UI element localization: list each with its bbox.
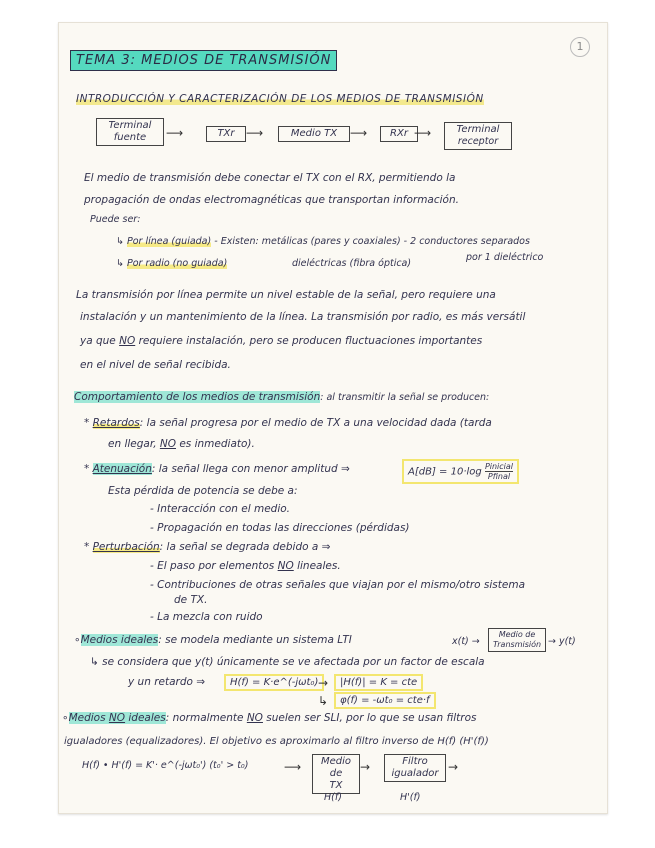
noideales-label-c: ideales bbox=[125, 712, 166, 724]
ideales-text: : se modela mediante un sistema LTI bbox=[158, 634, 352, 646]
arrow-icon: → bbox=[318, 676, 329, 690]
box1-label: H(f) bbox=[324, 792, 342, 803]
perturbacion-label: Perturbación bbox=[92, 541, 160, 553]
phase-box: φ(f) = -ωt₀ = cte·f bbox=[334, 692, 436, 709]
para2-line-1: La transmisión por línea permite un nivel estable de la señal, pero requiere una bbox=[76, 289, 496, 301]
retardos-text: : la señal progresa por el medio de TX a una velocidad dada (tarda bbox=[139, 417, 492, 429]
page-title: TEMA 3: MEDIOS DE TRANSMISIÓN bbox=[70, 50, 337, 71]
pert-b1c: lineales. bbox=[293, 560, 341, 572]
intro-line-3: Puede ser: bbox=[90, 214, 141, 225]
arrow-icon: ⟶ bbox=[246, 126, 264, 140]
ideales-line-1: ∘Medios ideales: se modela mediante un sistema LTI bbox=[74, 634, 352, 646]
pert-no: NO bbox=[277, 560, 294, 572]
item-linea-label: Por línea (guiada) bbox=[126, 236, 212, 247]
attenuation-formula: A[dB] = 10·log bbox=[408, 466, 482, 478]
arrow-icon: ⟶ bbox=[284, 760, 302, 774]
para2-l3c: requiere instalación, pero se producen fluctuaciones importantes bbox=[135, 335, 483, 347]
box2-label: H'(f) bbox=[400, 792, 421, 803]
terminal-receptor-line2: receptor bbox=[457, 136, 499, 147]
rxr-box: RXr bbox=[380, 126, 418, 142]
atenuacion-line-2: Esta pérdida de potencia se debe a: bbox=[108, 485, 298, 497]
terminal-fuente-line1: Terminal bbox=[108, 120, 152, 131]
terminal-receptor-box bbox=[444, 122, 512, 150]
sys-box-line1: Medio de bbox=[498, 630, 536, 639]
retardos-line-1: * Retardos: la señal progresa por el medio de TX a una velocidad dada (tarda bbox=[84, 417, 492, 429]
intro-item-linea: ↳ Por línea (guiada) - Existen: metálicas (pares y coaxiales) - 2 conductores separados bbox=[116, 236, 530, 247]
attenuation-formula-box bbox=[402, 459, 519, 484]
retardos-label: Retardos bbox=[92, 417, 140, 429]
transfer-function-box: H(f) = K·e^(-jωt₀) bbox=[224, 674, 324, 691]
page-number: 1 bbox=[570, 37, 590, 57]
perturbacion-bullet-1 bbox=[150, 560, 341, 572]
ideales-line-2: ↳ se considera que y(t) únicamente se ve afectada por un factor de escala bbox=[90, 656, 485, 668]
medio-transmision-box bbox=[488, 628, 546, 652]
ideales-system-output: → y(t) bbox=[548, 636, 576, 647]
arrow-icon: ⟶ bbox=[350, 126, 368, 140]
noideales-l1a: : normalmente bbox=[165, 712, 247, 724]
box1-line2: TX bbox=[329, 780, 343, 791]
box2-line2: igualador bbox=[391, 768, 439, 779]
atenuacion-label: Atenuación bbox=[92, 463, 152, 475]
attenuation-numerator: Pinicial bbox=[484, 462, 514, 471]
terminal-fuente-box bbox=[96, 118, 164, 146]
section2-heading-rest: : al transmitir la señal se producen: bbox=[320, 392, 490, 403]
perturbacion-bullet-3: - La mezcla con ruido bbox=[150, 611, 263, 623]
retardos-no: NO bbox=[159, 438, 176, 450]
noideales-equation: H(f) • H'(f) = K'· e^(-jωt₀') (t₀' > t₀) bbox=[82, 760, 249, 771]
perturbacion-line-1: * Perturbación: la señal se degrada debido a ⇒ bbox=[84, 541, 331, 553]
noideales-l1c: suelen ser SLI, por lo que se usan filtros bbox=[262, 712, 477, 724]
noideales-label-a: Medios bbox=[68, 712, 109, 724]
para2-line-4: en el nivel de señal recibida. bbox=[80, 359, 231, 371]
atenuacion-line-1: * Atenuación: la señal llega con menor amplitud ⇒ bbox=[84, 463, 350, 475]
section2-heading-line bbox=[74, 391, 489, 403]
intro-line-2: propagación de ondas electromagnéticas que transportan información. bbox=[84, 194, 459, 206]
item-linea-detail: - Existen: metálicas (pares y coaxiales) - 2 conductores separados bbox=[214, 236, 530, 247]
section-subtitle: INTRODUCCIÓN Y CARACTERIZACIÓN DE LOS MEDIOS DE TRANSMISIÓN bbox=[76, 93, 484, 105]
medio-tx-box-2 bbox=[312, 754, 360, 794]
arrow-icon: ⟶ bbox=[414, 126, 432, 140]
intro-line-1: El medio de transmisión debe conectar el TX con el RX, permitiendo la bbox=[84, 172, 456, 184]
para2-line-3 bbox=[80, 335, 482, 347]
attenuation-denominator: Pfinal bbox=[487, 472, 511, 481]
intro-item-linea-detail2: por 1 dieléctrico bbox=[466, 252, 544, 263]
retardos-line-2 bbox=[108, 438, 255, 450]
box1-line1: Medio de bbox=[320, 756, 352, 779]
perturbacion-text: : la señal se degrada debido a ⇒ bbox=[159, 541, 331, 553]
noideales-line-1: ∘Medios NO ideales: normalmente NO suelen ser SLI, por lo que se usan filtros bbox=[62, 712, 477, 724]
atenuacion-bullet-1: - Interacción con el medio. bbox=[150, 503, 291, 515]
atenuacion-bullet-2: - Propagación en todas las direcciones (pérdidas) bbox=[150, 522, 410, 534]
para2-l3a: ya que bbox=[80, 335, 120, 347]
arrow-icon: → bbox=[448, 760, 459, 774]
perturbacion-bullet-2: - Contribuciones de otras señales que viajan por el mismo/otro sistema bbox=[150, 579, 526, 591]
arrow-icon: ↳ bbox=[318, 694, 329, 708]
filtro-igualador-box bbox=[384, 754, 446, 782]
intro-item-dielectricas: dieléctricas (fibra óptica) bbox=[292, 258, 412, 269]
sys-box-line2: Transmisión bbox=[493, 640, 542, 649]
ideales-line-3: y un retardo ⇒ bbox=[128, 676, 206, 688]
arrow-icon: ⟶ bbox=[166, 126, 184, 140]
magnitude-box: |H(f)| = K = cte bbox=[334, 674, 423, 691]
perturbacion-bullet-2b: de TX. bbox=[174, 594, 208, 606]
noideales-no-2: NO bbox=[246, 712, 263, 724]
terminal-receptor-line1: Terminal bbox=[456, 124, 500, 135]
pert-b1a: - El paso por elementos bbox=[150, 560, 278, 572]
item-radio-label: Por radio (no guiada) bbox=[126, 258, 228, 269]
para2-line-2: instalación y un mantenimiento de la línea. La transmisión por radio, es más versátil bbox=[80, 311, 526, 323]
retardos-l2c: es inmediato). bbox=[176, 438, 255, 450]
ideales-system-input: x(t) → bbox=[452, 636, 480, 647]
section2-heading: Comportamiento de los medios de transmisión bbox=[74, 391, 321, 403]
arrow-icon: → bbox=[360, 760, 371, 774]
medio-tx-box: Medio TX bbox=[278, 126, 350, 142]
atenuacion-text: : la señal llega con menor amplitud ⇒ bbox=[151, 463, 350, 475]
box2-line1: Filtro bbox=[402, 756, 428, 767]
intro-item-radio: ↳ Por radio (no guiada) bbox=[116, 258, 228, 269]
noideales-no: NO bbox=[108, 712, 126, 724]
retardos-l2a: en llegar, bbox=[108, 438, 160, 450]
ideales-label: Medios ideales bbox=[80, 634, 159, 646]
terminal-fuente-line2: fuente bbox=[113, 132, 147, 143]
txr-box: TXr bbox=[206, 126, 246, 142]
para2-no: NO bbox=[119, 335, 136, 347]
noideales-line-2: igualadores (equalizadores). El objetivo es aproximarlo al filtro inverso de H(f) (H'(f)) bbox=[64, 736, 489, 747]
